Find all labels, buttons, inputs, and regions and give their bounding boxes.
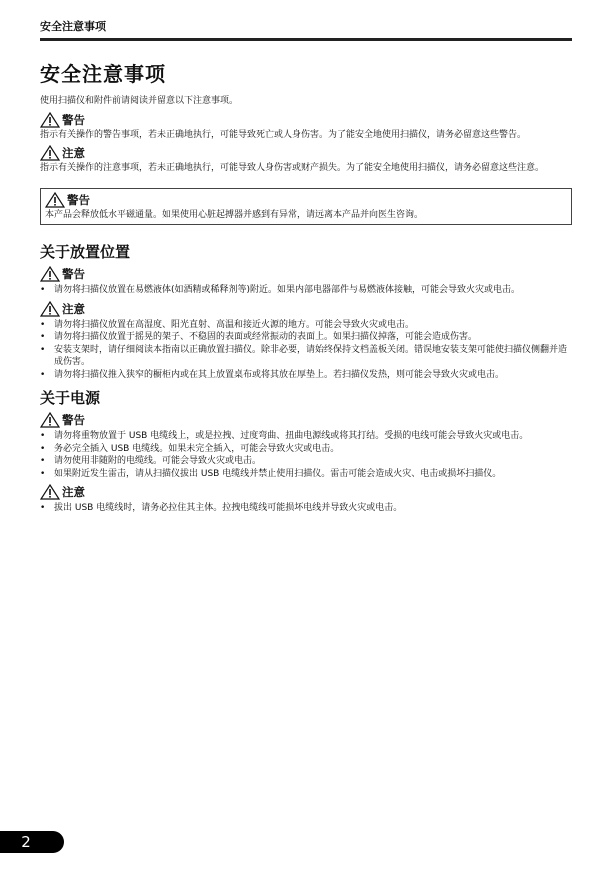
running-header: 安全注意事项 (40, 20, 106, 33)
list-item: • 请勿将扫描仪推入狭窄的橱柜内或在其上放置桌布或将其放在厚垫上。若扫描仪发热，则可能会导致火灾或电击。 (40, 369, 572, 382)
pacemaker-warning-box (40, 188, 572, 225)
warning-definition-text: 指示有关操作的警告事项，若未正确地执行，可能导致死亡或人身伤害。为了能安全地使用扫描仪，请务必留意这些警告。 (40, 130, 527, 140)
list-item: • 安装支架时，请仔细阅读本指南以正确放置扫描仪。除非必要，请始终保持文档盖板关闭。错误地安装支架可能使扫描仪侧翻并造成伤害。 (40, 344, 572, 369)
power-warning-heading (40, 412, 572, 428)
warning-triangle-icon (40, 484, 60, 500)
caution-definition-text: 指示有关操作的注意事项，若未正确地执行，可能导致人身伤害或财产损失。为了能安全地使用扫描仪，请务必留意这些注意。 (40, 163, 545, 173)
page-content (40, 58, 572, 517)
warning-triangle-icon (40, 301, 60, 317)
list-item: • 请勿将扫描仪放置在高湿度、阳光直射、高温和接近火源的地方。可能会导致火灾或电击。 (40, 319, 572, 332)
notice-text: 本产品会释放低水平磁通量。如果使用心脏起搏器并感到有异常，请远离本产品并向医生咨询。 (45, 210, 424, 220)
list-item: • 务必完全插入 USB 电缆线。如果未完全插入，可能会导致火灾或电击。 (40, 443, 572, 456)
list-item: • 请勿使用非随附的电缆线。可能会导致火灾或电击。 (40, 455, 572, 468)
caution-definition-heading (40, 145, 572, 161)
list-item: • 请勿将扫描仪放置于摇晃的架子、不稳固的表面或经常振动的表面上。如果扫描仪掉落，可能会造成伤害。 (40, 331, 572, 344)
list-item: • 拔出 USB 电缆线时，请务必拉住其主体。拉拽电缆线可能损坏电线并导致火灾或电击。 (40, 502, 572, 515)
warning-label: 警告 (62, 113, 85, 127)
placement-warning-heading (40, 266, 572, 282)
notice-label: 警告 (67, 193, 90, 207)
placement-caution-list (40, 319, 572, 382)
page-number: 2 (21, 833, 31, 851)
caution-label: 注意 (62, 485, 85, 499)
warning-definition-heading (40, 112, 572, 128)
warning-triangle-icon (40, 266, 60, 282)
list-item: • 如果附近发生雷击，请从扫描仪拔出 USB 电缆线并禁止使用扫描仪。雷击可能会造成火灾、电击或损坏扫描仪。 (40, 468, 572, 481)
intro-text: 使用扫描仪和附件前请阅读并留意以下注意事项。 (40, 96, 239, 106)
placement-warning-list (40, 284, 572, 297)
power-warning-list (40, 430, 572, 480)
warning-label: 警告 (62, 267, 85, 281)
notice-heading (45, 192, 567, 208)
header-rule (40, 38, 572, 41)
warning-label: 警告 (62, 413, 85, 427)
warning-triangle-icon (40, 412, 60, 428)
warning-triangle-icon (40, 145, 60, 161)
page-title: 安全注意事项 (40, 62, 166, 86)
caution-label: 注意 (62, 301, 85, 316)
list-item: • 请勿将扫描仪放置在易燃液体(如酒精或稀释剂等)附近。如果内部电器部件与易燃液体接触，可能会导致火灾或电击。 (40, 284, 572, 297)
power-caution-list (40, 502, 572, 515)
list-item: • 请勿将重物放置于 USB 电缆线上，或是拉拽、过度弯曲、扭曲电源线或将其打结。受损的电线可能会导致火灾或电击。 (40, 430, 572, 443)
warning-triangle-icon (40, 112, 60, 128)
power-section-title: 关于电源 (40, 389, 101, 407)
placement-caution-heading (40, 301, 572, 317)
placement-section-title: 关于放置位置 (40, 243, 131, 261)
warning-triangle-icon (45, 192, 65, 208)
caution-label: 注意 (62, 146, 85, 160)
power-caution-heading (40, 484, 572, 500)
